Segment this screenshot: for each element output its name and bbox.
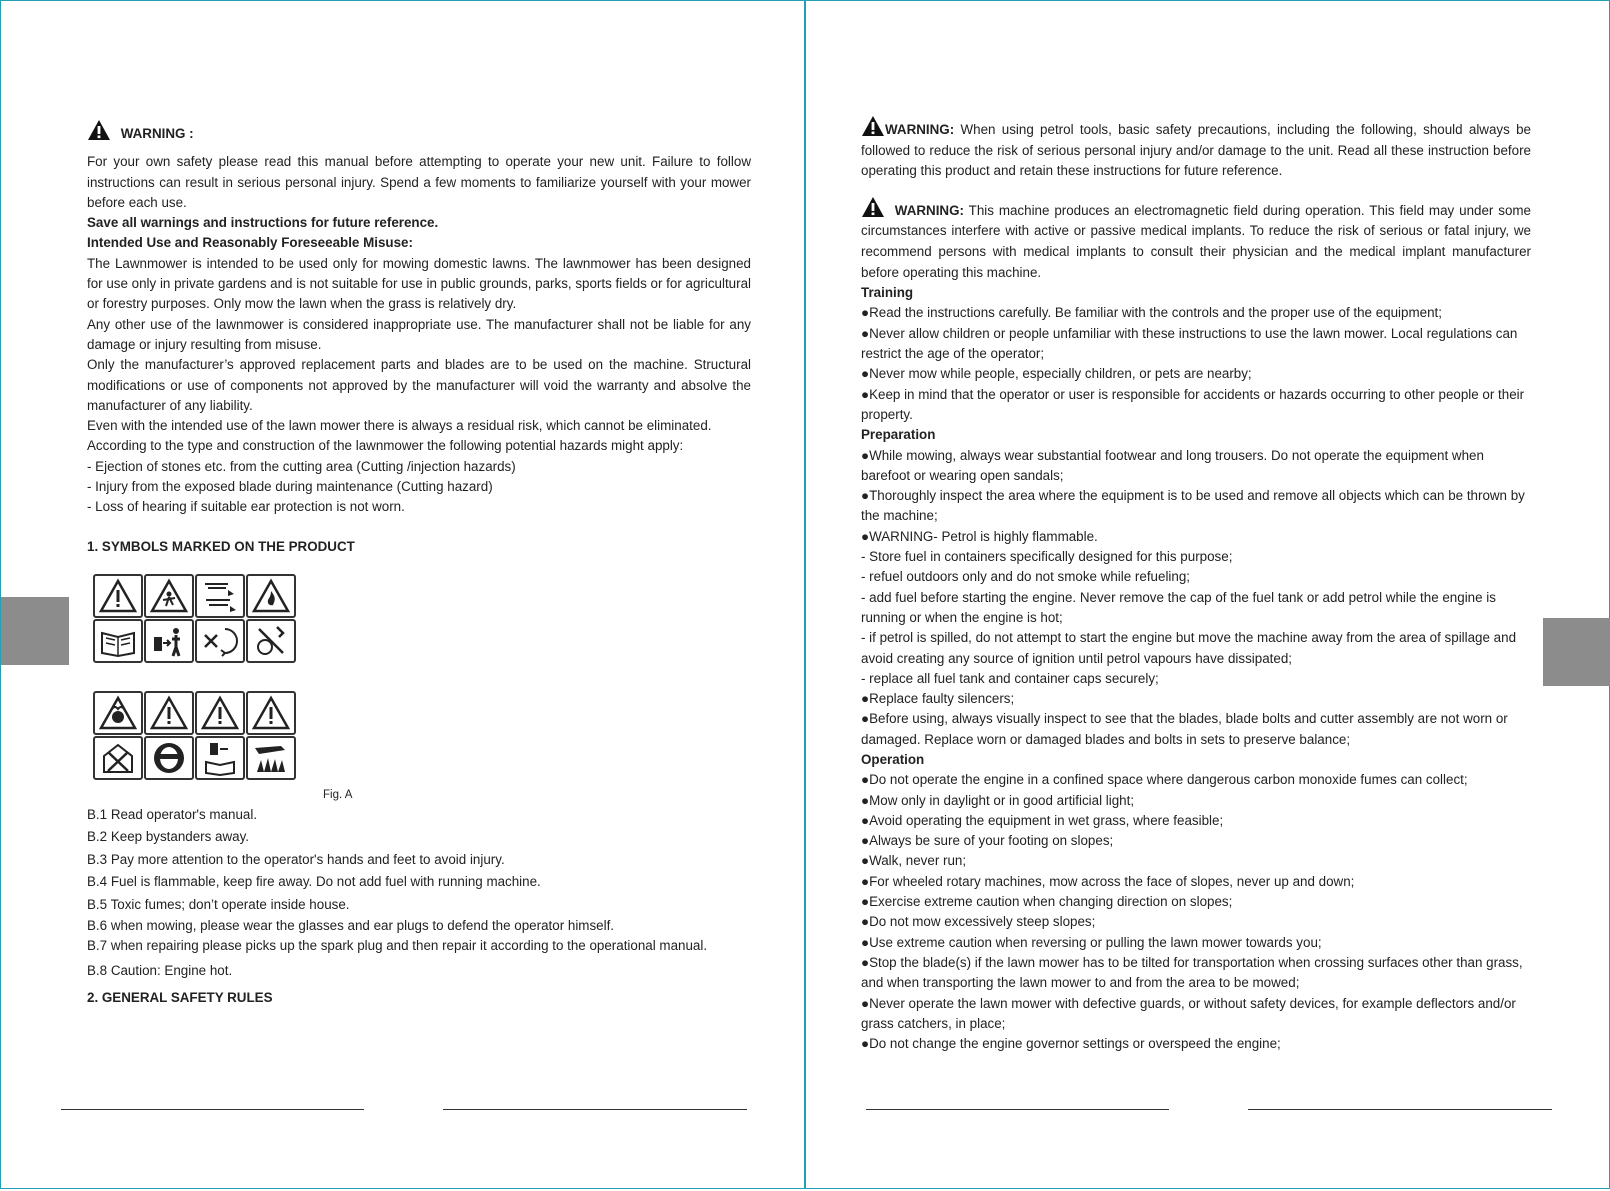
- warning-triangle-icon: [861, 115, 885, 137]
- hazard-item: - Loss of hearing if suitable ear protection is not worn.: [87, 499, 405, 515]
- warning-electromagnetic: WARNING: This machine produces an electromagnetic field during operation. This field may under some circumstances interfere with active or passive medical implants. To reduce the risk of serious or fatal injury, we recommend persons with medical implants to consult their physician and the medical implant manufacturer before operating this machine.: [861, 196, 1531, 283]
- footer-rule: [866, 1109, 1169, 1110]
- preparation-item: - refuel outdoors only and do not smoke while refueling;: [861, 569, 1191, 585]
- warning-triangle-icon: [861, 196, 885, 218]
- intended-use-p5: According to the type and construction of the lawnmower the following potential hazards might apply:: [87, 438, 684, 454]
- operation-item: ●Stop the blade(s) if the lawn mower has to be tilted for transportation when crossing surfaces other than grass, and when transporting the lawn mower to and from the area to be mowed;: [861, 954, 1523, 991]
- intended-use-title: Intended Use and Reasonably Foreseeable Misuse:: [87, 235, 413, 251]
- section-1-title: 1. SYMBOLS MARKED ON THE PRODUCT: [87, 538, 355, 554]
- preparation-item: - if petrol is spilled, do not attempt to start the engine but move the machine away from the area of spillage and avoid creating any source of ignition until petrol vapours have dissipated;: [861, 630, 1517, 666]
- thrown-objects-icon: [144, 574, 194, 618]
- intended-use-p1: The Lawnmower is intended to be used only for mowing domestic lawns. The lawnmower has been designed for use only in private gardens and is not suitable for use in public grounds, parks, sports fields or for agricultural or forestry purposes. Only mow the lawn when the grass is relatively dry.: [87, 255, 751, 312]
- symbol-description: B.5 Toxic fumes; don’t operate inside house.: [87, 896, 350, 912]
- intended-use-p4: Even with the intended use of the lawn mower there is always a residual risk, which cannot be eliminated.: [87, 418, 712, 434]
- hazard-item: - Injury from the exposed blade during maintenance (Cutting hazard): [87, 479, 493, 495]
- footer-rule: [443, 1109, 747, 1110]
- preparation-title: Preparation: [861, 427, 936, 443]
- preparation-item: ●Replace faulty silencers;: [861, 691, 1015, 707]
- warning-triangle-icon: [144, 691, 194, 735]
- left-column: [87, 119, 751, 557]
- right-column: [861, 115, 1531, 1054]
- keep-bystanders-away-icon: [144, 619, 194, 663]
- training-item: ●Never mow while people, especially children, or pets are nearby;: [861, 366, 1252, 382]
- preparation-item: - Store fuel in containers specifically designed for this purpose;: [861, 549, 1233, 565]
- warning-heading: WARNING :: [87, 119, 751, 144]
- preparation-item: ●Before using, always visually inspect to see that the blades, blade bolts and cutter assembly are not worn or damaged. Replace worn or damaged blades and bolts in sets to preserve balance;: [861, 711, 1508, 747]
- operation-item: ●Do not change the engine governor settings or overspeed the engine;: [861, 1036, 1281, 1052]
- training-item: ●Keep in mind that the operator or user is responsible for accidents or hazards occurring to other people or their property.: [861, 386, 1525, 422]
- symbol-description: B.7 when repairing please picks up the spark plug and then repair it according to the operational manual.: [87, 938, 708, 954]
- operation-item: ●Avoid operating the equipment in wet grass, where feasible;: [861, 812, 1224, 828]
- symbol-grid-2: [93, 691, 296, 780]
- warning-petrol-tools: WARNING: When using petrol tools, basic safety precautions, including the following, should always be followed to reduce the risk of serious personal injury and/or damage to the unit. Read all these instruction before operating this product and retain these instructions for future reference.: [861, 115, 1531, 182]
- preparation-item: ●WARNING- Petrol is highly flammable.: [861, 528, 1098, 544]
- fire-hazard-icon: [246, 574, 296, 618]
- preparation-item: - replace all fuel tank and container caps securely;: [861, 670, 1159, 686]
- operation-item: ●For wheeled rotary machines, mow across the face of slopes, never up and down;: [861, 873, 1355, 889]
- operation-item: ●Always be sure of your footing on slopes;: [861, 833, 1114, 849]
- intended-use-p3: Only the manufacturer’s approved replacement parts and blades are to be used on the machine. Structural modifications or use of components not approved by the manufacturer will void the warranty and absolve the manufacturer of any liability.: [87, 357, 751, 413]
- right-thumb-tab: [1543, 618, 1610, 686]
- read-manual-icon: [93, 619, 143, 663]
- no-fire-refuel-icon: [195, 619, 245, 663]
- operation-item: ●Use extreme caution when reversing or pulling the lawn mower towards you;: [861, 934, 1322, 950]
- training-item: ●Never allow children or people unfamiliar with these instructions to use the lawn mower. Local regulations can restrict the age of the operator;: [861, 325, 1518, 362]
- operation-item: ●Walk, never run;: [861, 853, 967, 869]
- symbol-description: B.2 Keep bystanders away.: [87, 829, 250, 845]
- intended-use-p2: Any other use of the lawnmower is considered inappropriate use. The manufacturer shall not be liable for any damage or injury resulting from misuse.: [87, 316, 751, 352]
- symbols-list: [87, 804, 757, 1010]
- footer-rule: [61, 1109, 364, 1110]
- save-warning: Save all warnings and instructions for future reference.: [87, 215, 439, 231]
- symbol-description: B.4 Fuel is flammable, keep fire away. Do not add fuel with running machine.: [87, 874, 541, 890]
- preparation-item: ●While mowing, always wear substantial footwear and long trousers. Do not operate the equipment when barefoot or wearing open sandals;: [861, 447, 1484, 483]
- symbol-grid-1: [93, 574, 296, 663]
- symbol-description: B.8 Caution: Engine hot.: [87, 963, 233, 979]
- operation-item: ●Do not mow excessively steep slopes;: [861, 914, 1096, 930]
- toxic-fumes-icon: [93, 691, 143, 735]
- spark-plug-icon: [246, 619, 296, 663]
- right-page: [805, 0, 1610, 1189]
- operation-title: Operation: [861, 751, 925, 767]
- training-title: Training: [861, 285, 914, 301]
- operation-item: ●Mow only in daylight or in good artificial light;: [861, 792, 1135, 808]
- operation-item: ●Never operate the lawn mower with defective guards, or without safety devices, for example deflectors and/or grass catchers, in place;: [861, 995, 1516, 1031]
- left-thumb-tab: [1, 597, 69, 665]
- warning-triangle-icon: [195, 691, 245, 735]
- footer-rule: [1248, 1109, 1552, 1110]
- maintenance-manual-icon: [195, 736, 245, 780]
- symbol-description: B.3 Pay more attention to the operator's hands and feet to avoid injury.: [87, 851, 505, 867]
- warning-triangle-icon: [246, 691, 296, 735]
- training-item: ●Read the instructions carefully. Be familiar with the controls and the proper use of the equipment;: [861, 305, 1442, 321]
- section-2-title: 2. GENERAL SAFETY RULES: [87, 990, 273, 1006]
- operation-item: ●Do not operate the engine in a confined space where dangerous carbon monoxide fumes can collect;: [861, 772, 1468, 788]
- preparation-item: - add fuel before starting the engine. Never remove the cap of the fuel tank or add petrol while the engine is running or when the engine is hot;: [861, 589, 1496, 625]
- eye-ear-protection-icon: [144, 736, 194, 780]
- symbol-description: B.6 when mowing, please wear the glasses and ear plugs to defend the operator himself.: [87, 918, 615, 934]
- left-page: [0, 0, 805, 1189]
- intro-paragraph: For your own safety please read this manual before attempting to operate your new unit. Failure to follow instructions can result in serious personal injury. Spend a few moments to familiarize yourself with your mower before each use.: [87, 154, 751, 210]
- operation-item: ●Exercise extreme caution when changing direction on slopes;: [861, 894, 1233, 910]
- no-indoor-operation-icon: [93, 736, 143, 780]
- hand-foot-injury-icon: [195, 574, 245, 618]
- warning-triangle-icon: [93, 574, 143, 618]
- preparation-item: ●Thoroughly inspect the area where the equipment is to be used and remove all objects which can be thrown by the machine;: [861, 488, 1525, 524]
- fig-caption: Fig. A: [323, 789, 353, 801]
- symbol-description: B.1 Read operator's manual.: [87, 807, 258, 822]
- hot-surface-icon: [246, 736, 296, 780]
- warning-triangle-icon: [87, 119, 111, 141]
- hazard-item: - Ejection of stones etc. from the cutting area (Cutting /injection hazards): [87, 458, 516, 474]
